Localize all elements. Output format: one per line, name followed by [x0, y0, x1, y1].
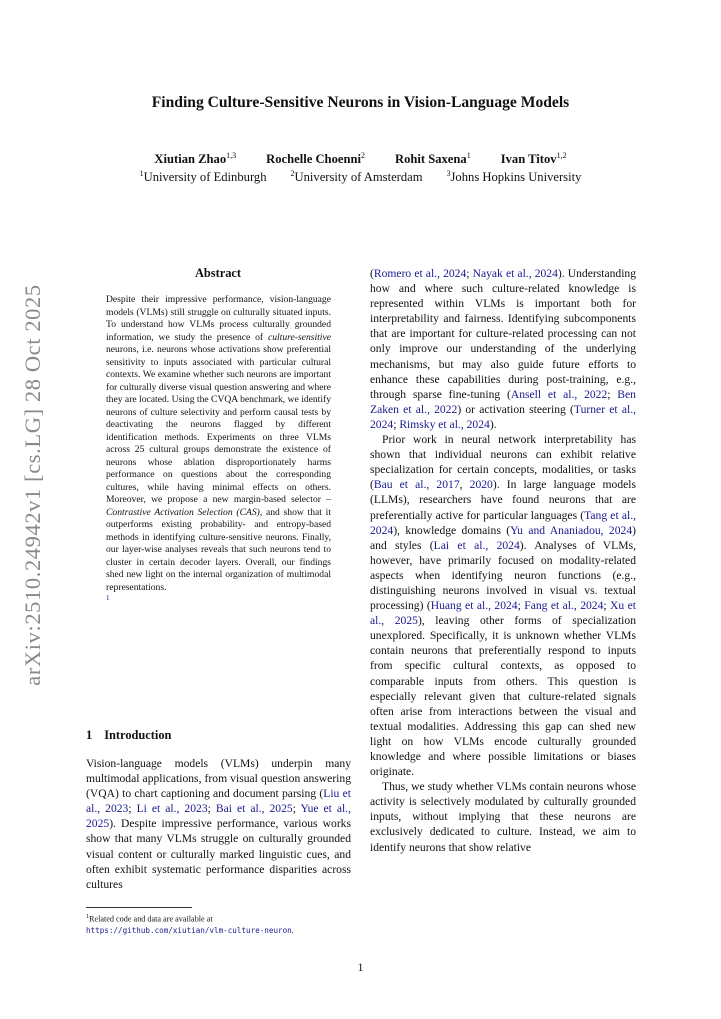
- citation-link[interactable]: Bai et al., 2025: [215, 802, 293, 816]
- author-name-text: Rochelle Choenni: [266, 152, 361, 167]
- section-title: Introduction: [104, 728, 172, 742]
- body-text: ;: [603, 599, 611, 613]
- citation-link[interactable]: Fang et al., 2024: [524, 599, 604, 613]
- citation-link[interactable]: Liu et al., 2023: [86, 787, 351, 816]
- citation-link[interactable]: Rimsky et al., 2024: [399, 417, 490, 431]
- intro-left-column: [86, 756, 351, 892]
- body-paragraph: [370, 266, 636, 432]
- body-text: ), knowledge domains (: [393, 523, 511, 537]
- citation-link[interactable]: 2020: [469, 478, 493, 492]
- body-text: ) or activation steering (: [457, 402, 574, 416]
- footnote-text: Related code and data are available at: [89, 914, 213, 924]
- body-text: ;: [517, 599, 525, 613]
- section-heading-introduction: [86, 728, 171, 743]
- citation-link[interactable]: Bau et al., 2017: [373, 478, 460, 492]
- affiliation-list: [0, 169, 721, 185]
- citation-link[interactable]: Yue et al., 2025: [86, 802, 352, 831]
- affiliation-mark: 2: [290, 169, 295, 178]
- author-affiliation-mark: 1: [466, 151, 471, 160]
- paper-title: Finding Culture-Sensitive Neurons in Vision-Language Models: [151, 94, 570, 111]
- intro-right-column: [370, 266, 636, 855]
- author-name-text: Xiutian Zhao: [154, 152, 227, 167]
- citation-link[interactable]: Li et al., 2023: [136, 802, 208, 816]
- citation-link[interactable]: Yu and Ananiadou, 2024: [510, 523, 633, 537]
- body-text: ).: [489, 417, 497, 431]
- body-text: ;: [207, 802, 216, 816]
- footnote-url-link[interactable]: https://github.com/xiutian/vlm-culture-neuron: [86, 926, 292, 936]
- author-name: [266, 152, 365, 166]
- affiliation-name: University of Edinburgh: [143, 170, 267, 185]
- abstract-text: [106, 294, 331, 603]
- body-text: ;: [393, 417, 400, 431]
- affiliation: [447, 170, 582, 184]
- body-paragraph: [370, 779, 636, 854]
- body-paragraph: [370, 432, 636, 779]
- body-text: ). Understanding how and where such culture-related knowledge is represented within VLMs is important both for interpretability and fairness. Identifying subcomponents that are important for culture-related processing can not only improve our understanding of the underlying mechanisms, but may also guide future efforts to enhance these capabilities during post-training, e.g., through sparse fine-tuning (: [370, 267, 637, 401]
- citation-link[interactable]: Ben Zaken et al., 2022: [370, 387, 636, 416]
- author-affiliation-mark: 1,2: [556, 151, 567, 160]
- body-text: ;: [128, 802, 137, 816]
- affiliation-name: University of Amsterdam: [294, 170, 423, 185]
- author-name: [395, 152, 471, 166]
- author-affiliation-mark: 2: [360, 151, 365, 160]
- footnote-end: .: [291, 926, 294, 936]
- footnote-divider: [86, 907, 192, 908]
- affiliation-mark: 3: [446, 169, 451, 178]
- abstract-heading: Abstract: [194, 266, 242, 280]
- body-text: ), leaving other forms of specialization unexplored. Specifically, it is unknown whether VLMs contain neurons that preferentially respond to inputs from specific cultural contexts, as opposed to comparable inputs from others. This question is especially relevant given that culture-related signals often arise from interactions between the visual and textual modalities. Addressing this gap can shed new light on how VLMs encode culturally grounded knowledge and where possible limitations or biases originate.: [370, 614, 636, 779]
- author-name: [501, 152, 567, 166]
- body-text: ;: [607, 387, 618, 401]
- body-text: ;: [292, 802, 301, 816]
- author-name: [154, 152, 236, 166]
- body-text: (: [370, 267, 374, 280]
- body-text: ,: [459, 478, 470, 492]
- citation-link[interactable]: Tang et al., 2024: [370, 508, 637, 537]
- affiliation: [291, 170, 423, 184]
- abstract-text-part: , and show that it outperforms existing probability- and entropy-based methods in identifying culture-sensitive neurons. Finally, our layer-wise analyses reveals that such neurons tend to cluster in certain decoder layers. Overall, our findings shed new light on the internal organization of multimodal representations.: [106, 506, 331, 593]
- body-text: Vision-language models (VLMs) underpin many multimodal applications, from visual question answering (VQA) to chart captioning and document parsing (: [86, 757, 351, 801]
- abstract-text-part: neurons, i.e. neurons whose activations show preferential sensitivity to inputs associated with particular cultural contexts. We examine whether such neurons are important for culturally diverse visual question answering and where they are located. Using the CVQA benchmark, we identify neurons of culture selectivity and perform causal tests by deactivating the neurons flagged by different identification methods. Experiments on three VLMs across 25 cultural groups demonstrate the existence of neurons whose ablation disproportionately harms performance on questions about the corresponding cultures, while having minimal effects on others. Moreover, we propose a new margin-based selector –: [106, 344, 331, 505]
- page-number: 1: [357, 961, 364, 974]
- author-list: [0, 151, 721, 167]
- citation-link[interactable]: Huang et al., 2024: [430, 599, 518, 613]
- body-text: ;: [466, 267, 473, 280]
- affiliation-name: Johns Hopkins University: [450, 170, 582, 185]
- abstract-footnote-mark[interactable]: 1: [106, 594, 110, 602]
- body-text: Thus, we study whether VLMs contain neurons whose activity is selectively modulated by culturally grounded inputs, without implying that these neurons are exclusively dedicated to culture. Instead, we aim to identify neurons that show relative: [370, 780, 636, 854]
- body-text: ) and styles (: [370, 523, 636, 552]
- body-text: Prior work in neural network interpretability has shown that individual neurons can exhibit relative specialization for certain concepts, modalities, or tasks (: [370, 433, 636, 492]
- body-text: ). Analyses of VLMs, however, have primarily focused on modality-related aspects when identifying neuron functions (e.g., distinguishing neurons involved in visual vs. textual processing) (: [370, 538, 636, 613]
- body-text: ). In large language models (LLMs), researchers have found neurons that are preferentially active for particular languages (: [370, 478, 637, 522]
- footnote-mark: 1: [86, 914, 89, 920]
- body-text: ). Despite impressive performance, various works show that many VLMs struggle on culturally grounded visual content or culturally marked linguistic cues, and often exhibit systematic performance disparities across cultures: [86, 817, 351, 891]
- author-name-text: Ivan Titov: [500, 152, 557, 167]
- citation-link[interactable]: Turner et al., 2024: [370, 402, 636, 431]
- author-name-text: Rohit Saxena: [394, 152, 467, 167]
- abstract-emphasis: Contrastive Activation Selection (CAS): [106, 506, 260, 518]
- author-affiliation-mark: 1,3: [226, 151, 237, 160]
- abstract-emphasis: culture-sensitive: [267, 331, 331, 343]
- citation-link[interactable]: Xu et al., 2025: [370, 599, 636, 628]
- affiliation: [140, 170, 267, 184]
- citation-link[interactable]: Romero et al., 2024: [373, 267, 467, 280]
- section-number: 1: [86, 728, 93, 742]
- abstract-text-part: Despite their impressive performance, vision-language models (VLMs) still struggle on culturally situated inputs. To understand how VLMs process culturally grounded information, we study the presence of: [106, 294, 331, 343]
- footnote: [86, 912, 352, 937]
- citation-link[interactable]: Nayak et al., 2024: [472, 267, 558, 280]
- citation-link[interactable]: Ansell et al., 2022: [510, 387, 608, 401]
- arxiv-stamp-text: arXiv:2510.24942v1 [cs.LG] 28 Oct 2025: [20, 284, 45, 686]
- affiliation-mark: 1: [139, 169, 144, 178]
- citation-link[interactable]: Lai et al., 2024: [433, 538, 520, 552]
